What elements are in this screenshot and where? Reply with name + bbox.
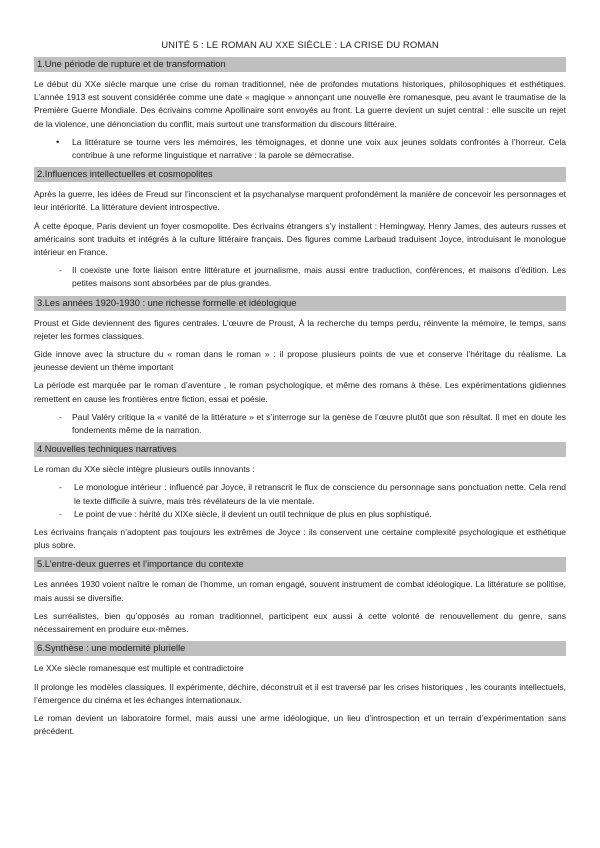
document-title: UNITÉ 5 : LE ROMAN AU XXE SIÈCLE : LA CRISE DU ROMAN <box>161 40 439 51</box>
section-heading-3: 3.Les années 1920-1930 : une richesse formelle et idéologique <box>34 296 566 311</box>
section-4-paragraph-2: Les écrivains français n’adoptent pas toujours les extrêmes de Joyce : ils conservent une certaine complexité psychologique et esthétique plus sobre. <box>34 527 566 551</box>
section-heading-2: 2.Influences intellectuelles et cosmopolites <box>34 167 566 182</box>
section-4-paragraph-1: Le roman du XXe siècle intègre plusieurs outils innovants : <box>34 464 255 475</box>
section-3-dash-item: - Paul Valéry critique la « vanité de la littérature » et s’interroge sur la genèse de l’œuvre plutôt que son résultat. Il met en doute les fondements même de la narration. <box>34 411 566 437</box>
section-2-dash-item: - Il coexiste une forte liaison entre littérature et journalisme, mais aussi entre traduction, conférences, et maisons d’édition. Les petites maisons sont absorbées par de plus grandes. <box>34 264 566 290</box>
section-1-bullet-item: • La littérature se tourne vers les mémoires, les témoignages, et donne une voix aux jeunes soldats confrontés à l’horreur. Cela contribue à une reforme linguistique et narrative : la parole se démocratise. <box>34 136 566 162</box>
section-4-dash-list <box>34 481 566 521</box>
section-2-dash-list <box>34 264 566 290</box>
section-5-paragraph-2: Les surréalistes, bien qu’opposés au roman traditionnel, participent eux aussi à cette volonté de renouvellement du genre, sans nécessairement en produire eux-mêmes. <box>34 610 566 635</box>
section-6-paragraph-2: Il prolonge les modèles classiques. Il expérimente, déchire, déconstruit et il est traversé par les crises historiques , les courants intellectuels, l’émergence du cinéma et les échanges internationaux. <box>34 681 566 705</box>
section-6-paragraph-3: Le roman devient un laboratoire formel, mais aussi une arme idéologique, un lieu d’introspection et un terrain d’expérimentation sans précédent. <box>34 712 566 737</box>
section-3-paragraph-2: Gide innove avec la structure du « roman dans le roman » : il propose plusieurs points de vue et conserve l’héritage du réalisme. La jeunesse devient un thème important <box>34 349 566 373</box>
section-4-dash-item-2: - Le point de vue : hérité du XIXe siècle, il devient un outil technique de plus en plus sophistiqué. <box>34 508 566 521</box>
section-heading-5: 5.L’entre-deux guerres et l’importance du contexte <box>34 557 566 572</box>
section-2-paragraph-1: Après la guerre, les idées de Freud sur l’inconscient et la psychanalyse marquent profondément la manière de concevoir les personnages et leur intériorité. La littérature devient introspective. <box>34 189 566 213</box>
section-1-bullet-list <box>34 136 566 162</box>
section-heading-4: 4.Nouvelles techniques narratives <box>34 442 566 457</box>
section-heading-6: 6.Synthèse : une modernité plurielle <box>34 641 566 656</box>
section-3-paragraph-3: La période est marquée par le roman d’aventure , le roman psychologique, et même des romans à thèse. Les expérimentations gidiennes remettent en cause les frontières entre fiction, essai et poésie. <box>34 380 566 404</box>
section-4-dash-item-1: - Le monologue intérieur : influencé par Joyce, il retranscrit le flux de conscience du personnage sans ponctuation nette. Cela rend le texte difficile à suivre, mais très révélateurs de la vie mentale. <box>34 481 566 507</box>
section-3-dash-list <box>34 411 566 437</box>
section-3-paragraph-1: Proust et Gide deviennent des figures centrales. L’œuvre de Proust, À la recherche du temps perdu, réinvente la mémoire, le temps, sans rejeter les formes classiques. <box>34 317 566 341</box>
section-6-paragraph-1: Le XXe siècle romanesque est multiple et contradictoire <box>34 663 244 674</box>
section-2-paragraph-2: À cette époque, Paris devient un foyer cosmopolite. Des écrivains étrangers s’y installent : Hemingway, Henry James, des auteurs russes et américains sont traduits et intégrés à la culture littéraire français. Des figures comme Larbaud traduisent Joyce, introduisant le monologue intérieur en France. <box>34 220 566 258</box>
section-1-paragraph-1: Le début du XXe siècle marque une crise du roman traditionnel, née de profondes mutations historiques, philosophiques et esthétiques. L’année 1913 est souvent considérée comme une date « magique » annonçant une nouvelle ère romanesque, peu avant le traumatise de la Première Guerre Mondiale. Des écrivains comme Apollinaire sont envoyés au front. La guerre devient un sujet central : elle suscite un rejet de la violence, une dénonciation du conflit, mais surtout une transformation du discours littéraire. <box>34 79 566 129</box>
section-heading-1: 1.Une période de rupture et de transformation <box>34 57 566 72</box>
section-5-paragraph-1: Les années 1930 voient naître le roman de l’homme, un roman engagé, souvent instrument de combat idéologique. La littérature se politise, mais aussi se diversifie. <box>34 579 566 603</box>
